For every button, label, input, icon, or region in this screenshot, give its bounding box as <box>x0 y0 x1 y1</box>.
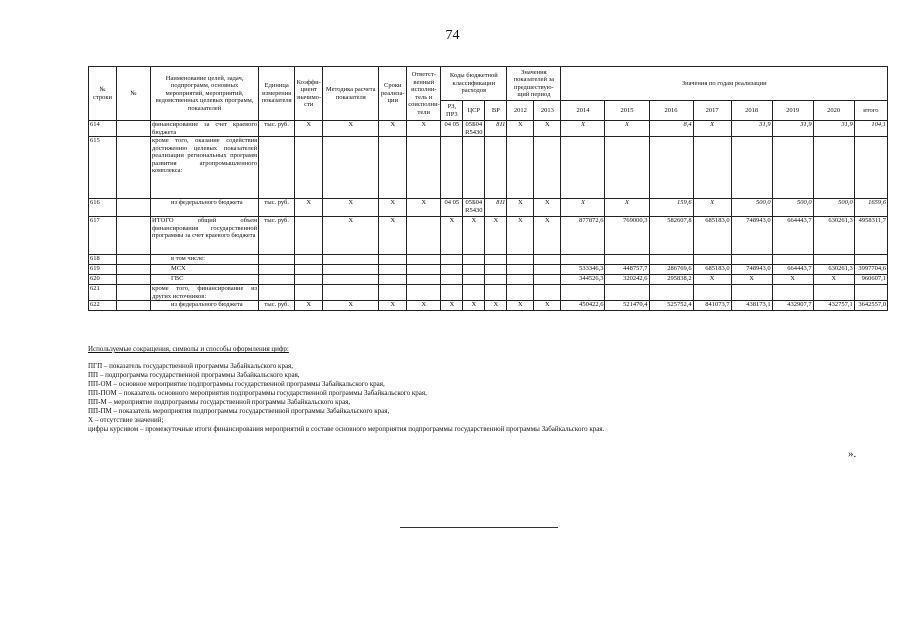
table-row <box>89 275 888 285</box>
cell-term: X <box>379 301 407 311</box>
header-2018: 2018 <box>731 101 772 121</box>
cell-csr <box>463 265 485 275</box>
cell-v2016: 159,6 <box>649 199 693 217</box>
cell-total: 4958311,7 <box>854 217 887 255</box>
cell-resp <box>407 285 441 301</box>
cell-v2017 <box>693 255 731 265</box>
cell-p2013: X <box>534 121 561 137</box>
cell-term <box>379 275 407 285</box>
cell-method <box>323 255 379 265</box>
cell-v2017: 685183,0 <box>693 265 731 275</box>
cell-total <box>854 255 887 265</box>
cell-rz <box>441 275 463 285</box>
cell-unit <box>259 275 295 285</box>
cell-v2020 <box>813 137 854 199</box>
header-2017: 2017 <box>693 101 731 121</box>
cell-total <box>854 137 887 199</box>
cell-method <box>323 265 379 275</box>
cell-v2015: 769000,3 <box>605 217 649 255</box>
cell-num: 622 <box>89 301 117 311</box>
cell-total: 1659,6 <box>854 199 887 217</box>
cell-v2014: 450422,6 <box>561 301 605 311</box>
cell-v2020: 31,9 <box>813 121 854 137</box>
abbreviations-notes <box>88 345 888 434</box>
cell-csr <box>463 275 485 285</box>
header-vr: ВР <box>485 101 507 121</box>
cell-v2020: 630261,3 <box>813 265 854 275</box>
cell-unit: тыс. руб. <box>259 301 295 311</box>
cell-coef <box>295 265 323 275</box>
cell-method <box>323 137 379 199</box>
cell-p2013 <box>534 285 561 301</box>
cell-v2019: 31,9 <box>772 121 813 137</box>
cell-resp: X <box>407 301 441 311</box>
cell-v2016 <box>649 137 693 199</box>
cell-v2014: 877872,6 <box>561 217 605 255</box>
cell-method: X <box>323 199 379 217</box>
cell-num: 620 <box>89 275 117 285</box>
header-unit: Единица измерения показателя <box>259 67 295 121</box>
cell-resp <box>407 255 441 265</box>
cell-no <box>117 285 151 301</box>
header-2015: 2015 <box>605 101 649 121</box>
bottom-rule <box>400 527 558 528</box>
notes-line: цифры курсивом – промежуточные итоги финансирования мероприятий в составе основного мероприятия подпрограммы государственной программы Забайкальского края. <box>88 425 605 433</box>
cell-unit: тыс. руб. <box>259 217 295 255</box>
notes-line: ПП – подпрограмма государственной программы Забайкальского края, <box>88 371 300 379</box>
cell-rz <box>441 285 463 301</box>
cell-csr <box>463 137 485 199</box>
header-name: Наименование целей, задач, подпрограмм, основных мероприятий, мероприятий, ведомственных целевых программ, показателей <box>151 67 259 121</box>
cell-unit: тыс. руб. <box>259 121 295 137</box>
table-body <box>89 121 888 311</box>
cell-v2016 <box>649 285 693 301</box>
cell-resp: X <box>407 121 441 137</box>
cell-num: 615 <box>89 137 117 199</box>
cell-p2012 <box>507 265 534 275</box>
cell-num: 617 <box>89 217 117 255</box>
header-row-number: № строки <box>89 67 117 121</box>
table-row <box>89 255 888 265</box>
cell-csr: X <box>463 301 485 311</box>
cell-v2017: X <box>693 199 731 217</box>
cell-num: 614 <box>89 121 117 137</box>
cell-v2017 <box>693 285 731 301</box>
header-2012: 2012 <box>507 101 534 121</box>
table-header <box>89 67 888 121</box>
cell-unit: тыс. руб. <box>259 199 295 217</box>
table-row <box>89 137 888 199</box>
cell-p2012 <box>507 275 534 285</box>
cell-resp <box>407 265 441 275</box>
notes-line: ПГП – показатель государственной программы Забайкальского края, <box>88 362 294 370</box>
table-row <box>89 217 888 255</box>
cell-resp: X <box>407 199 441 217</box>
header-2014: 2014 <box>561 101 605 121</box>
header-method: Методика расчета показателя <box>323 67 379 121</box>
cell-resp <box>407 275 441 285</box>
cell-name: из федерального бюджета <box>151 301 259 311</box>
cell-num: 616 <box>89 199 117 217</box>
cell-resp <box>407 137 441 199</box>
cell-p2012 <box>507 285 534 301</box>
cell-coef <box>295 255 323 265</box>
cell-v2020 <box>813 285 854 301</box>
cell-vr <box>485 275 507 285</box>
header-coefficient: Коэффи-циент значимо-сти <box>295 67 323 121</box>
table-row <box>89 199 888 217</box>
cell-name: ГВС <box>151 275 259 285</box>
cell-method: X <box>323 217 379 255</box>
cell-vr: X <box>485 217 507 255</box>
cell-rz: 04 05 <box>441 121 463 137</box>
cell-term: X <box>379 199 407 217</box>
cell-v2015: 448757,7 <box>605 265 649 275</box>
cell-v2018 <box>731 137 772 199</box>
cell-v2014: 344526,3 <box>561 275 605 285</box>
notes-line: ПП-ПОМ – показатель основного мероприятия подпрограммы государственной программы Забайкальского края, <box>88 389 427 397</box>
cell-name: в том числе: <box>151 255 259 265</box>
cell-v2019 <box>772 285 813 301</box>
cell-v2015 <box>605 285 649 301</box>
cell-p2013 <box>534 275 561 285</box>
cell-v2019 <box>772 255 813 265</box>
cell-no <box>117 217 151 255</box>
program-table <box>88 66 888 311</box>
cell-vr: X <box>485 301 507 311</box>
cell-total: 3997704,6 <box>854 265 887 275</box>
cell-rz <box>441 265 463 275</box>
cell-v2019: 432907,7 <box>772 301 813 311</box>
cell-v2018 <box>731 285 772 301</box>
cell-v2020: 500,0 <box>813 199 854 217</box>
cell-name: из федерального бюджета <box>151 199 259 217</box>
cell-total <box>854 285 887 301</box>
cell-no <box>117 301 151 311</box>
cell-v2018: 748943,0 <box>731 217 772 255</box>
cell-v2020: X <box>813 275 854 285</box>
cell-p2013: X <box>534 217 561 255</box>
cell-term <box>379 265 407 275</box>
cell-name: МСХ <box>151 265 259 275</box>
table-row <box>89 301 888 311</box>
notes-line: X – отсутствие значений; <box>88 416 164 424</box>
cell-v2017: 685183,0 <box>693 217 731 255</box>
cell-term: X <box>379 121 407 137</box>
cell-csr: 05Б04 R5430 <box>463 199 485 217</box>
cell-v2015: X <box>605 199 649 217</box>
cell-unit <box>259 137 295 199</box>
cell-v2018: 31,9 <box>731 121 772 137</box>
cell-num: 618 <box>89 255 117 265</box>
cell-v2016 <box>649 255 693 265</box>
header-yearly-values: Значения по годам реализации <box>561 67 888 101</box>
cell-v2015 <box>605 255 649 265</box>
cell-v2014 <box>561 255 605 265</box>
cell-total: 3642557,0 <box>854 301 887 311</box>
cell-p2012 <box>507 255 534 265</box>
cell-p2012: X <box>507 121 534 137</box>
cell-v2019 <box>772 137 813 199</box>
cell-v2017: 841073,7 <box>693 301 731 311</box>
header-rz: РЗ, ПР3 <box>441 101 463 121</box>
cell-v2016: 286769,6 <box>649 265 693 275</box>
cell-method <box>323 275 379 285</box>
cell-v2015 <box>605 137 649 199</box>
cell-v2014: X <box>561 121 605 137</box>
cell-num: 619 <box>89 265 117 275</box>
cell-v2014 <box>561 137 605 199</box>
notes-title: Используемые сокращения, символы и способы оформления цифр: <box>88 345 289 353</box>
cell-coef <box>295 285 323 301</box>
cell-total: 104,1 <box>854 121 887 137</box>
cell-coef: X <box>295 121 323 137</box>
cell-method <box>323 285 379 301</box>
cell-coef <box>295 275 323 285</box>
cell-csr <box>463 285 485 301</box>
cell-p2013 <box>534 265 561 275</box>
cell-no <box>117 275 151 285</box>
cell-total: 960607,1 <box>854 275 887 285</box>
closing-quote: ». <box>848 448 857 460</box>
header-responsible: Ответст-венный исполни-тель и соисполни-тели <box>407 67 441 121</box>
cell-v2019: 500,0 <box>772 199 813 217</box>
cell-coef: X <box>295 301 323 311</box>
cell-p2012: X <box>507 217 534 255</box>
cell-v2020: 630261,3 <box>813 217 854 255</box>
header-2016: 2016 <box>649 101 693 121</box>
header-2020: 2020 <box>813 101 854 121</box>
cell-v2014: X <box>561 199 605 217</box>
cell-vr <box>485 137 507 199</box>
cell-coef: X <box>295 199 323 217</box>
cell-v2015: X <box>605 121 649 137</box>
cell-no <box>117 121 151 137</box>
cell-vr <box>485 285 507 301</box>
cell-term <box>379 137 407 199</box>
cell-vr: 811 <box>485 121 507 137</box>
cell-method: X <box>323 301 379 311</box>
cell-v2018 <box>731 255 772 265</box>
cell-csr: X <box>463 217 485 255</box>
cell-v2018: 748943,0 <box>731 265 772 275</box>
cell-vr <box>485 265 507 275</box>
notes-line: ПП-М – мероприятие подпрограммы государственной программы Забайкальского края, <box>88 398 351 406</box>
cell-p2013: X <box>534 199 561 217</box>
cell-csr: 05Б04 R5430 <box>463 121 485 137</box>
table-row <box>89 265 888 275</box>
cell-term <box>379 255 407 265</box>
cell-p2012: X <box>507 199 534 217</box>
cell-name: кроме того, оказание содействия достижению целевых показателей реализации региональных программ развития агропромышленного комплекса: <box>151 137 259 199</box>
header-budget-codes: Коды бюджетной классификации расходов <box>441 67 507 101</box>
cell-no <box>117 255 151 265</box>
cell-rz: X <box>441 217 463 255</box>
cell-v2016: 525752,4 <box>649 301 693 311</box>
cell-v2018: X <box>731 275 772 285</box>
cell-v2019: X <box>772 275 813 285</box>
cell-method: X <box>323 121 379 137</box>
cell-p2012: X <box>507 301 534 311</box>
cell-v2017: X <box>693 121 731 137</box>
cell-coef <box>295 217 323 255</box>
cell-v2016: 8,4 <box>649 121 693 137</box>
cell-v2017 <box>693 137 731 199</box>
cell-coef <box>295 137 323 199</box>
cell-v2017: X <box>693 275 731 285</box>
cell-unit <box>259 285 295 301</box>
cell-v2019: 664443,7 <box>772 265 813 275</box>
notes-line: ПП-ОМ – основное мероприятие подпрограммы государственной программы Забайкальского края, <box>88 380 385 388</box>
cell-no <box>117 199 151 217</box>
cell-p2013 <box>534 137 561 199</box>
notes-lines <box>88 362 888 434</box>
notes-line: ПП-ПМ – показатель мероприятия подпрограммы государственной программы Забайкальского края, <box>88 407 390 415</box>
cell-no <box>117 265 151 275</box>
cell-v2018: 438173,1 <box>731 301 772 311</box>
cell-vr <box>485 255 507 265</box>
table-row <box>89 121 888 137</box>
cell-rz <box>441 137 463 199</box>
cell-name: финансирование за счет краевого бюджета <box>152 121 258 136</box>
cell-no <box>117 137 151 199</box>
cell-unit <box>259 255 295 265</box>
table-row <box>89 285 888 301</box>
header-2019: 2019 <box>772 101 813 121</box>
cell-name: ИТОГО общий объем финансирования государственной программы за счет краевого бюджета <box>151 217 259 255</box>
cell-p2013 <box>534 255 561 265</box>
cell-vr: 811 <box>485 199 507 217</box>
header-total: итого <box>854 101 887 121</box>
cell-v2016: 582607,8 <box>649 217 693 255</box>
header-previous-period: Значения показателей за предшествую-щий период <box>507 67 561 101</box>
cell-rz <box>441 255 463 265</box>
header-csr: ЦСР <box>463 101 485 121</box>
cell-v2014: 533346,3 <box>561 265 605 275</box>
cell-resp <box>407 217 441 255</box>
cell-unit <box>259 265 295 275</box>
header-2013: 2013 <box>534 101 561 121</box>
header-no: № <box>117 67 151 121</box>
cell-v2014 <box>561 285 605 301</box>
page-number: 74 <box>445 28 460 43</box>
cell-v2015: 320242,6 <box>605 275 649 285</box>
cell-v2020 <box>813 255 854 265</box>
cell-p2013: X <box>534 301 561 311</box>
cell-name: кроме того, финансирование из других источников: <box>152 285 258 300</box>
cell-num: 621 <box>89 285 117 301</box>
header-term: Сроки реализа-ции <box>379 67 407 121</box>
cell-v2019: 664443,7 <box>772 217 813 255</box>
cell-v2018: 500,0 <box>731 199 772 217</box>
cell-rz: 04 05 <box>441 199 463 217</box>
cell-p2012 <box>507 137 534 199</box>
cell-term <box>379 285 407 301</box>
cell-rz: X <box>441 301 463 311</box>
cell-v2016: 295838,2 <box>649 275 693 285</box>
cell-csr <box>463 255 485 265</box>
cell-term: X <box>379 217 407 255</box>
cell-v2015: 521470,4 <box>605 301 649 311</box>
cell-v2020: 432757,1 <box>813 301 854 311</box>
